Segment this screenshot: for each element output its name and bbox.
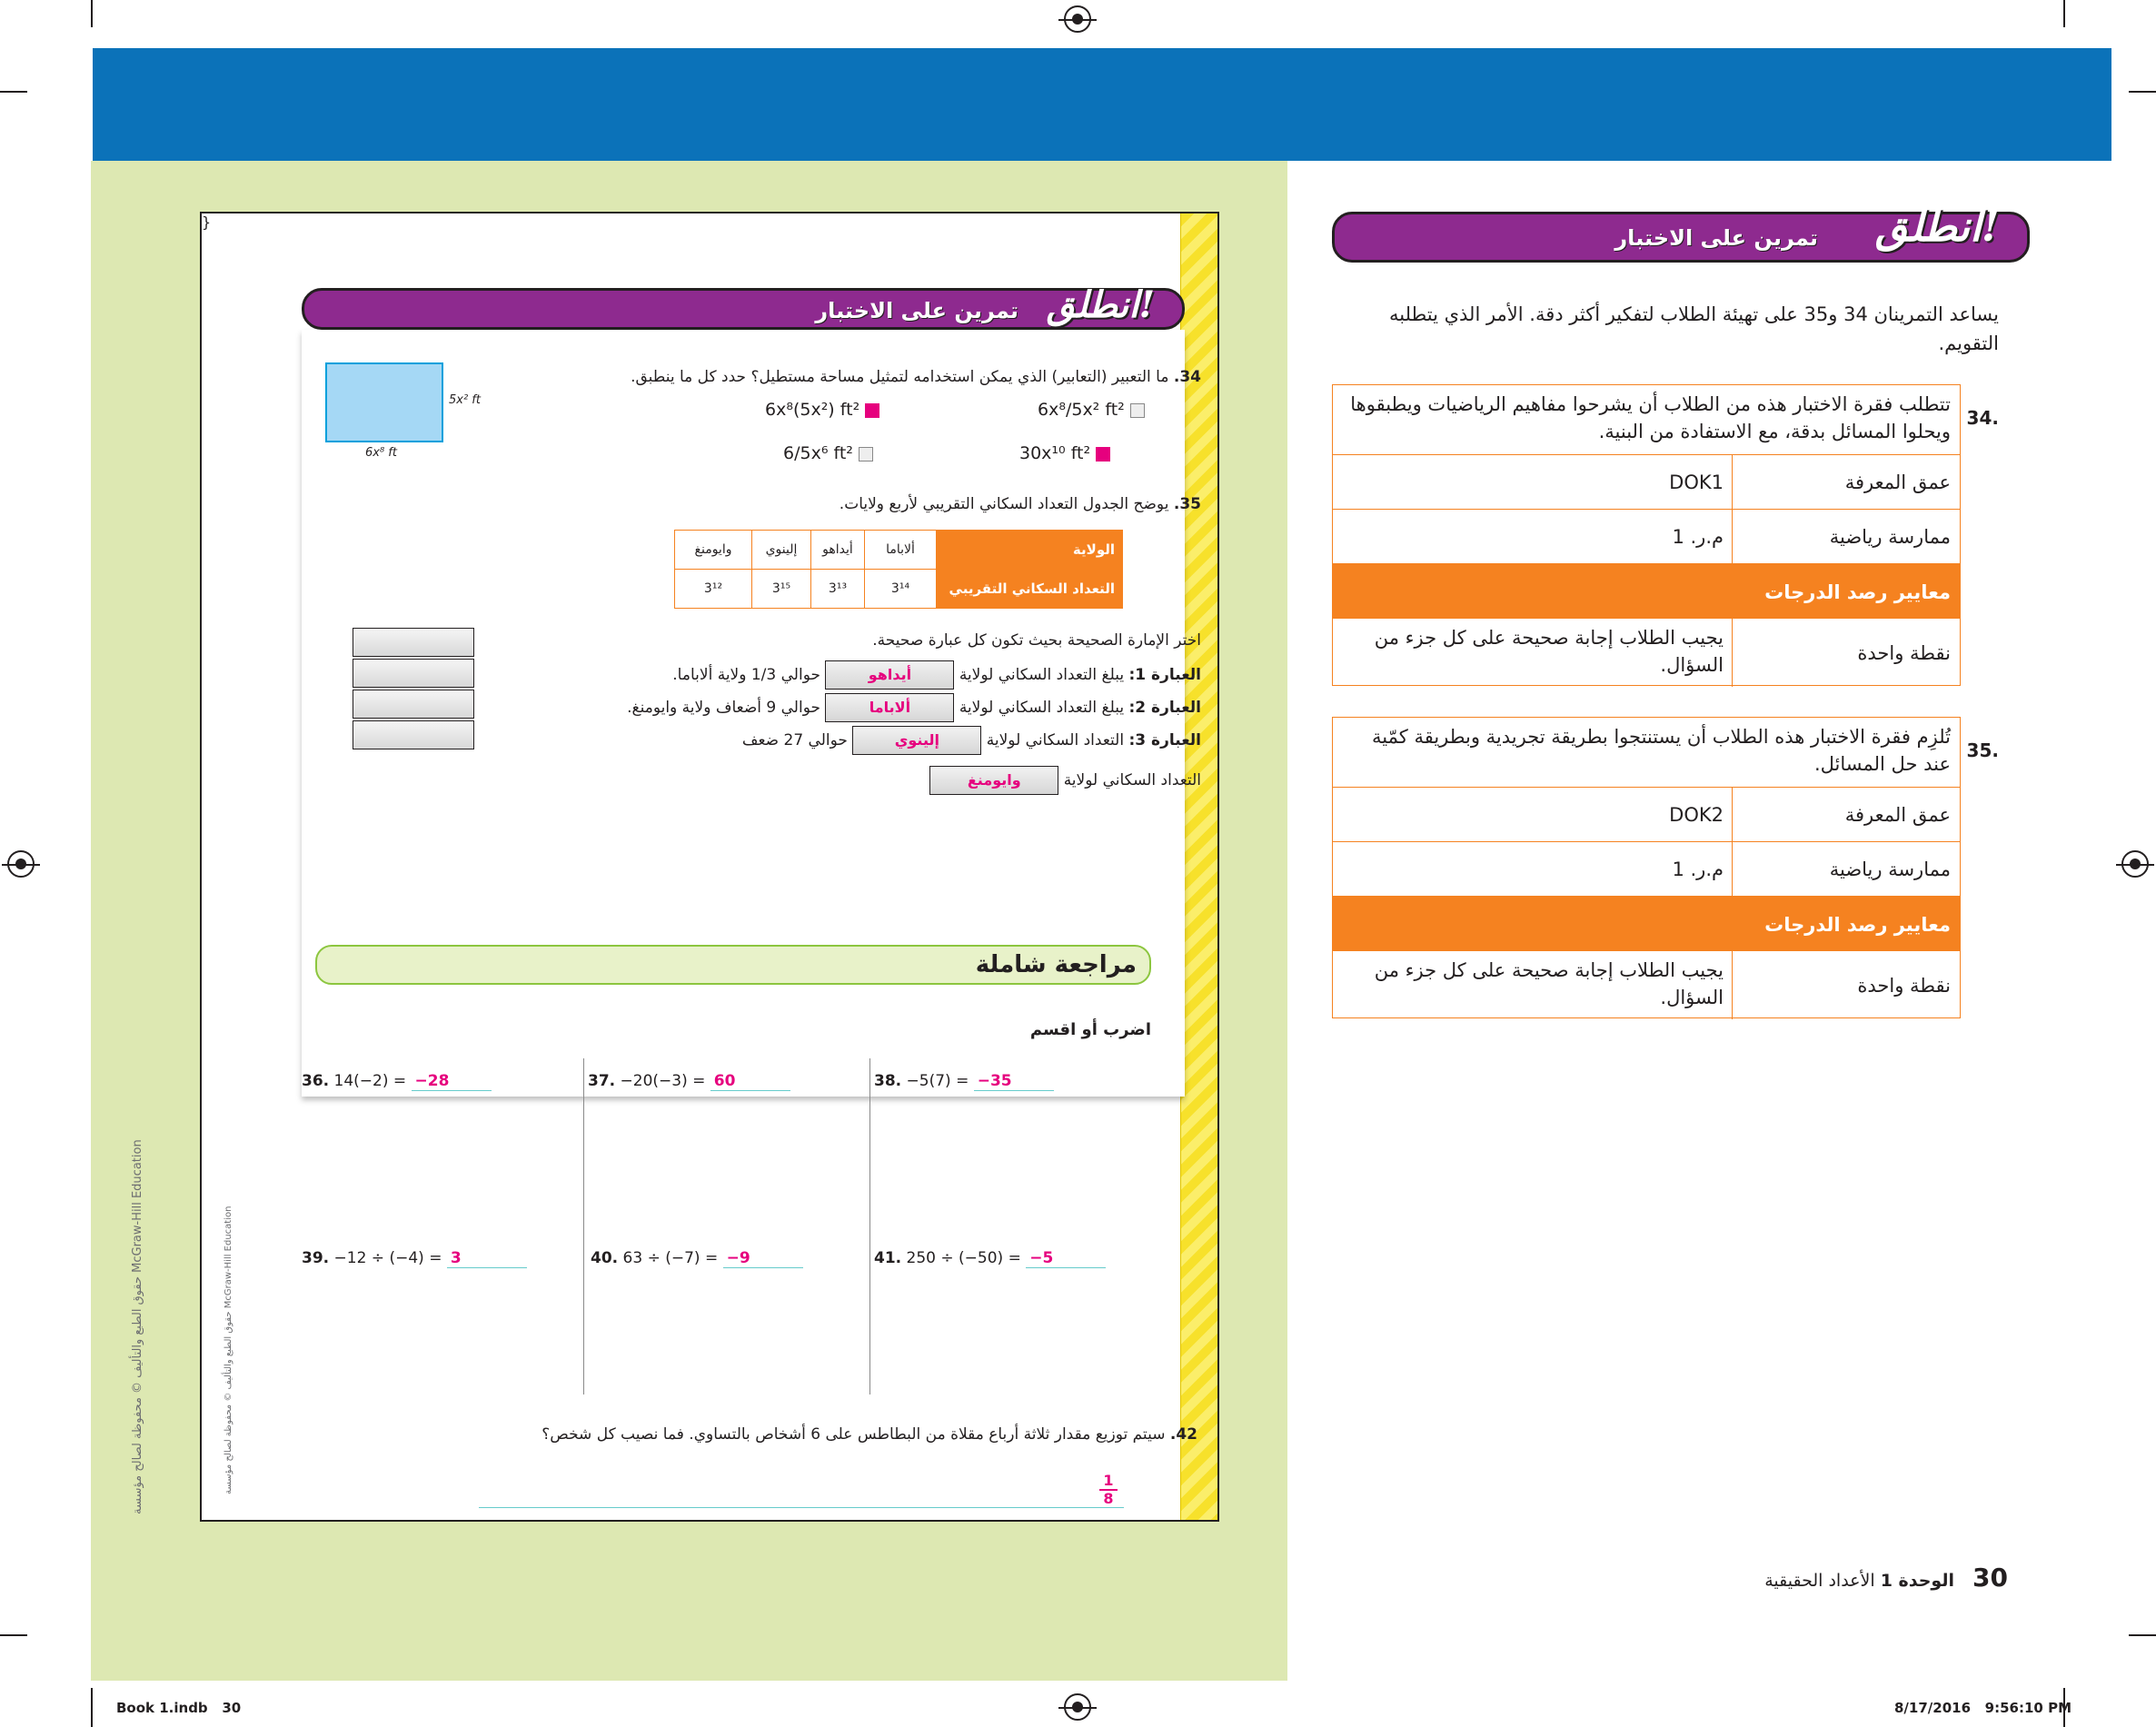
page-footer — [1708, 1563, 2008, 1593]
row-value: يجيب الطلاب إجابة صحيحة على كل جزء من السؤال. — [1374, 627, 1724, 676]
answer-dropdown[interactable]: وايومنغ — [929, 766, 1058, 795]
unit-title: الأعداد الحقيقية — [1764, 1571, 1875, 1591]
answer-dropdown[interactable]: ألاباما — [825, 693, 954, 722]
answer: −5 — [1026, 1249, 1106, 1268]
answer-dropdown[interactable]: إلينوي — [852, 726, 981, 755]
row-value: م.ر. 1 — [1672, 526, 1724, 548]
statement-3: العبارة 3: التعداد السكاني لولاية إلينوي حوالي 27 ضعف — [474, 726, 1201, 755]
drag-slot[interactable] — [353, 659, 474, 688]
option-1[interactable]: 6x⁸(5x²) ft² — [765, 400, 938, 420]
table-cell: أيداهو — [811, 531, 865, 570]
answer: 3 — [447, 1249, 527, 1268]
review-bar — [315, 945, 1151, 985]
row-value: DOK2 — [1669, 804, 1724, 826]
population-table — [674, 530, 1123, 609]
table-cell: 3¹⁴ — [865, 570, 937, 609]
table-header: الولاية — [937, 531, 1123, 570]
checkbox-unchecked-icon[interactable] — [859, 447, 873, 462]
rubric-header: معايير رصد الدرجات — [1333, 896, 1960, 950]
statement-2: العبارة 2: يبلغ التعداد السكاني لولاية ألاباما حوالي 9 أضعاف ولاية وايومنغ. — [474, 693, 1201, 722]
divider — [869, 1058, 870, 1395]
crop-mark — [91, 1688, 93, 1727]
table-header: التعداد السكاني التقريبي — [937, 570, 1123, 609]
item-number-35: .35 — [1966, 739, 1999, 761]
item-description: تُلزِم فقرة الاختبار هذه الطلاب أن يستنتجوا بطريقة تجريدية وبطريقة كمّية عند حل المسائل. — [1372, 726, 1951, 775]
checkbox-unchecked-icon[interactable] — [1130, 403, 1145, 418]
banner-title: انطلق! — [1046, 283, 1155, 326]
row-label: عمق المعرفة — [1844, 804, 1951, 826]
checkbox-checked-icon[interactable] — [865, 403, 879, 418]
crop-mark — [2063, 0, 2065, 27]
table-cell: ألاباما — [865, 531, 937, 570]
review-subtitle: اضرب أو اقسم — [1029, 1020, 1151, 1039]
crop-mark — [91, 0, 93, 27]
table-cell: إلينوي — [752, 531, 811, 570]
header-band — [93, 48, 2111, 161]
statement-4: التعداد السكاني لولاية وايومنغ — [474, 766, 1201, 795]
slug-timestamp: 8/17/2016 9:56:10 PM — [1894, 1700, 2072, 1716]
intro-text: يساعد التمرينان 34 و35 على تهيئة الطلاب لتفكير أكثر دقة. الأمر الذي يتطلبه التقويم. — [1388, 303, 1999, 354]
crop-mark — [2129, 91, 2156, 93]
divider — [583, 1058, 584, 1395]
option-3[interactable]: 6/5x⁶ ft² — [783, 443, 938, 463]
registration-mark-icon — [1064, 5, 1091, 33]
drag-slot[interactable] — [353, 690, 474, 719]
review-title: مراجعة شاملة — [975, 951, 1137, 978]
row-value: يجيب الطلاب إجابة صحيحة على كل جزء من السؤال. — [1374, 959, 1724, 1008]
answer-dropdown[interactable]: أيداهو — [825, 660, 954, 690]
yellow-edge-stripe — [1180, 213, 1217, 1520]
question-42-answer: 1 8 — [1099, 1473, 1118, 1507]
table-row — [1333, 950, 1960, 1019]
drag-slot[interactable] — [353, 720, 474, 749]
row-label: عمق المعرفة — [1844, 471, 1951, 493]
problem-38: 38. −5(7) = −35 — [874, 1072, 1054, 1091]
table-row — [1333, 787, 1960, 841]
problem-41: 41. 250 ÷ (−50) = −5 — [874, 1249, 1106, 1268]
problem-37: 37. −20(−3) = 60 — [588, 1072, 790, 1091]
student-page-preview: حقوق الطبع والتأليف © محفوظة لصالح مؤسسة McGraw-Hill Education انطلق! تمرين على الاختبار 34. ما التعبير (التعابير) الذي يمكن استخدامه لتمثيل مساحة مستطيل؟ حدد كل ما ينطبق. 5x² ft 6x⁸ ft 6x⁸(5x²) ft² 6x⁸/5x² ft² 6/5x⁶ ft² 30x¹⁰ ft² 35. يوضح الجدول التعداد السكاني التقريبي لأربع ولايات. } وايومنغ إلينوي أيداهو ألاباما الولاية 3¹² 3¹⁵ 3¹³ 3¹⁴ التعداد السكاني التقريبي اختر الإمارة الصحيحة بحيث تكون كل عبارة صحيحة. العبارة 1: يبلغ التعداد السكاني لولاية أيداهو حوالي 1/3 ولاية ألاباما. العبارة 2: يبلغ التعداد السكاني لولاية ألاباما حوالي 9 أضعاف ولاية وايومنغ. العبارة 3: التعداد السكاني لولاية إلينوي حوالي 27 ضعف التعداد السكاني لولاية وايومنغ مراجعة شاملة اضرب أو اقسم 36. 14(−2) = −28 37. −20(−3) = 60 38. −5(7) = −35 39. −12 ÷ (−4) = 3 40. 63 ÷ (−7) = −9 41. 250 ÷ (−50) = −5 42. سيتم توزيع مقدار ثلاثة أرباع مقلاة من البطاطس على 6 أشخاص بالتساوي. فما نصيب كل شخص؟ 1 8 — [200, 212, 1219, 1522]
table-row — [1333, 618, 1960, 687]
answer: −9 — [723, 1249, 803, 1268]
unit-label: الوحدة 1 — [1880, 1571, 1954, 1591]
problem-39: 39. −12 ÷ (−4) = 3 — [302, 1249, 527, 1268]
test-practice-banner — [302, 283, 1185, 330]
problem-40: 40. 63 ÷ (−7) = −9 — [591, 1249, 803, 1268]
crop-mark — [0, 1634, 27, 1636]
table-cell: 3¹² — [675, 570, 752, 609]
table-row — [1333, 509, 1960, 563]
drag-slot[interactable] — [353, 628, 474, 657]
banner-subtitle: تمرين على الاختبار — [815, 298, 1018, 323]
problem-36: 36. 14(−2) = −28 — [302, 1072, 492, 1091]
answer: −28 — [412, 1072, 492, 1091]
rectangle-bottom-label: 6x⁸ ft — [365, 446, 397, 460]
test-practice-banner — [1332, 202, 2030, 263]
row-label: نقطة واحدة — [1857, 975, 1951, 997]
slug-file: Book 1.indb 30 — [116, 1700, 242, 1716]
statement-1: العبارة 1: يبلغ التعداد السكاني لولاية أيداهو حوالي 1/3 ولاية ألاباما. — [474, 660, 1201, 690]
registration-mark-icon — [7, 850, 35, 878]
area-rectangle — [325, 362, 443, 442]
checkbox-checked-icon[interactable] — [1096, 447, 1110, 462]
item-34-table — [1332, 384, 1961, 686]
answer: −35 — [974, 1072, 1054, 1091]
page-number: 30 — [1972, 1563, 2008, 1593]
side-copyright: حقوق الطبع والتأليف © محفوظة لصالح مؤسسة McGraw-Hill Education — [131, 1139, 144, 1514]
question-42-text: 42. سيتم توزيع مقدار ثلاثة أرباع مقلاة من البطاطس على 6 أشخاص بالتساوي. فما نصيب كل شخص؟ — [541, 1425, 1197, 1444]
registration-mark-icon — [1064, 1693, 1091, 1721]
table-cell: 3¹³ — [811, 570, 865, 609]
crop-mark — [2129, 1634, 2156, 1636]
table-cell: 3¹⁵ — [752, 570, 811, 609]
instruction-text: اختر الإمارة الصحيحة بحيث تكون كل عبارة صحيحة. — [872, 631, 1201, 650]
answer: 60 — [710, 1072, 790, 1091]
rectangle-side-label: 5x² ft — [449, 393, 481, 407]
registration-mark-icon — [2121, 850, 2149, 878]
item-35-table — [1332, 717, 1961, 1018]
option-4[interactable]: 30x¹⁰ ft² — [1019, 443, 1174, 463]
row-label: ممارسة رياضية — [1829, 859, 1951, 880]
table-cell: وايومنغ — [675, 531, 752, 570]
inner-side-copyright: حقوق الطبع والتأليف © محفوظة لصالح مؤسسة McGraw-Hill Education — [224, 1206, 233, 1494]
rubric-header: معايير رصد الدرجات — [1333, 563, 1960, 618]
row-label: نقطة واحدة — [1857, 642, 1951, 664]
banner-title: انطلق! — [1874, 202, 2000, 251]
banner-subtitle: تمرين على الاختبار — [1615, 225, 1818, 251]
question-34-text: 34. ما التعبير (التعابير) الذي يمكن استخدامه لتمثيل مساحة مستطيل؟ حدد كل ما ينطبق. — [631, 368, 1201, 386]
option-2[interactable]: 6x⁸/5x² ft² — [1038, 400, 1174, 420]
row-value: DOK1 — [1669, 471, 1724, 493]
row-label: ممارسة رياضية — [1829, 526, 1951, 548]
item-description: تتطلب فقرة الاختبار هذه من الطلاب أن يشرحوا مفاهيم الرياضيات ويطبقوها ويحلوا المسائل بدقة، مع الاستفادة من البنية. — [1350, 393, 1951, 442]
table-row — [1333, 841, 1960, 896]
question-35-text: 35. يوضح الجدول التعداد السكاني التقريبي لأربع ولايات. — [839, 495, 1201, 513]
row-value: م.ر. 1 — [1672, 859, 1724, 880]
crop-mark — [0, 91, 27, 93]
item-number-34: .34 — [1966, 407, 1999, 429]
answer-line — [479, 1507, 1124, 1508]
table-row — [1333, 454, 1960, 509]
